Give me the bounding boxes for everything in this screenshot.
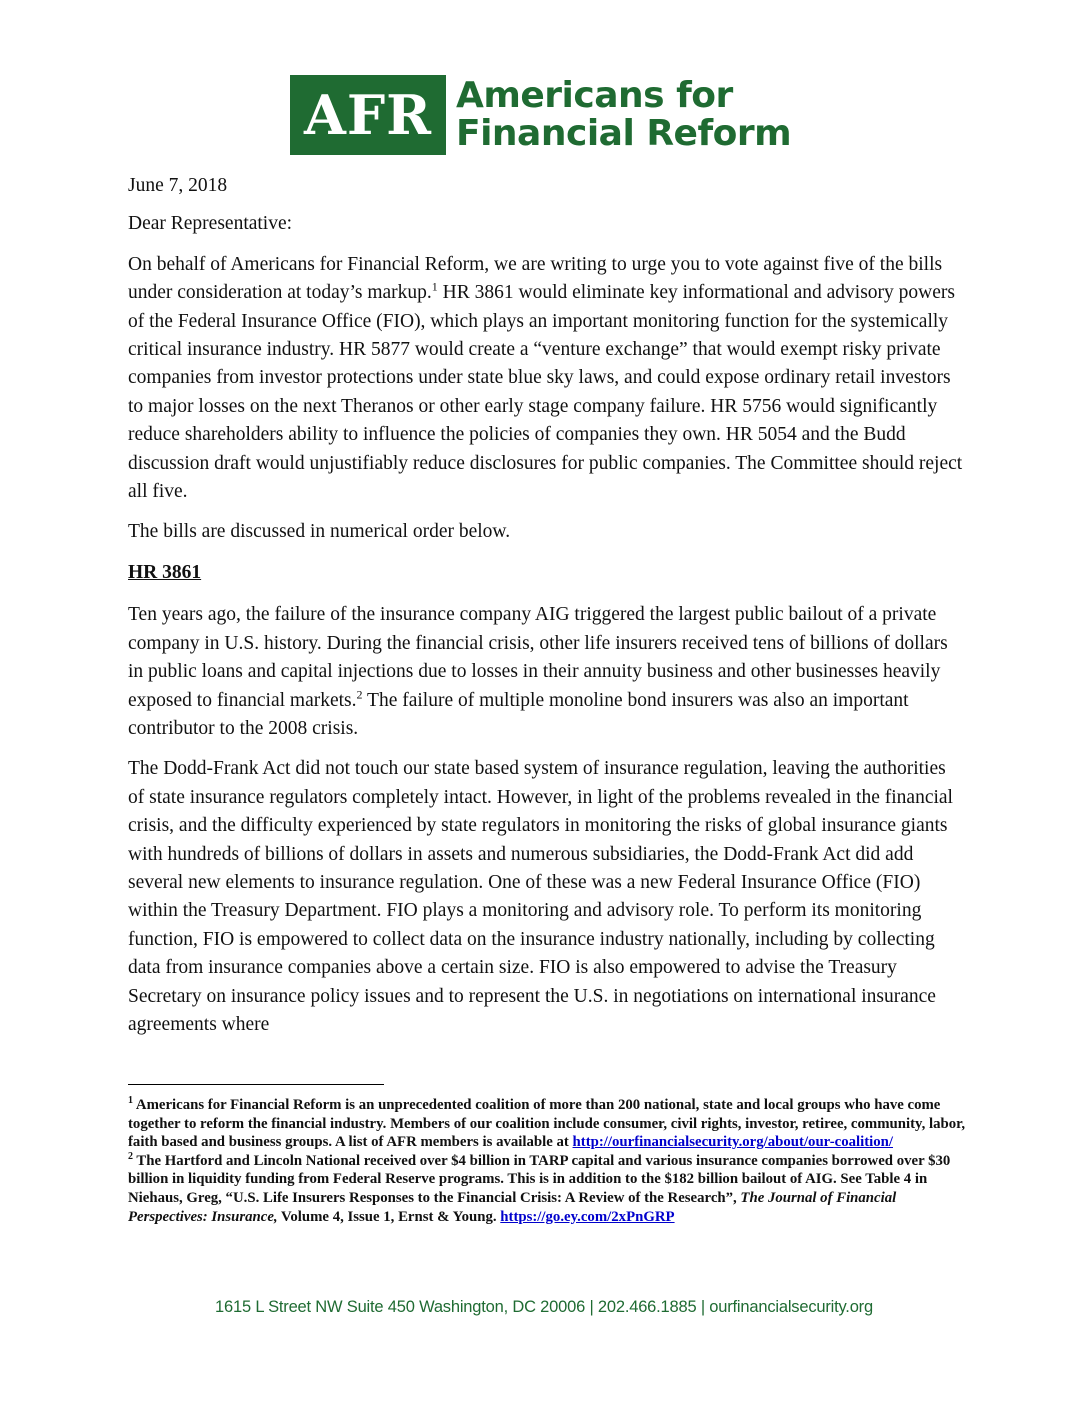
ey-link[interactable]: https://go.ey.com/2xPnGRP [500,1208,675,1225]
logo-line-1: Americans for [456,75,733,116]
footnote-divider [128,1084,384,1085]
aig-text-1: Ten years ago, the failure of the insurance company AIG triggered the largest public bailout of a private company in U.S. history. During the financial crisis, other life insurers received tens of billions of dollars in public loans and capital injections due to losses in their annuity business and other businesses heavily exposed to financial markets. [128,604,948,711]
footnote-2-text-a: The Hartford and Lincoln National received over $4 billion in TARP capital and various insurance companies borrowed over $30 billion in liquidity funding from Federal Reserve programs. This is in addition to the $182 billion bailout of AIG. See Table 4 in Niehaus, Greg, “U.S. Life Insurers Responses to the Financial Crisis: A Review of the Research”, [128,1152,951,1206]
section-heading: HR 3861 [128,561,202,583]
intro-text-1: On behalf of Americans for Financial Reform, we are writing to urge you to vote against five of the bills under consideration at today’s markup. [128,253,943,304]
salutation: Dear Representative: [128,213,293,235]
logo-wordmark [456,77,791,153]
footnote-ref-2[interactable]: 2 [356,687,363,701]
dodd-frank-paragraph: The Dodd-Frank Act did not touch our state based system of insurance regulation, leaving the authorities of state insurance regulators completely intact. However, in light of the problems revealed in the financial crisis, and the difficulty experienced by state regulators in monitoring the risks of global insurance giants with hundreds of billions of dollars in assets and numerous subsidiaries, the Dodd-Frank Act did add several new elements to insurance regulation. One of these was a new Federal Insurance Office (FIO) within the Treasury Department. FIO plays a monitoring and advisory role. To perform its monitoring function, FIO is empowered to collect data on the insurance industry nationally, including by collecting data from insurance companies above a certain size. FIO is also empowered to advise the Treasury Secretary on insurance policy issues and to represent the U.S. in negotiations on international insurance agreements where [128,758,953,1035]
footnote-1-number: 1 [128,1095,133,1107]
logo-abbr: AFR [290,75,446,155]
footnote-1-text: Americans for Financial Reform is an unprecedented coalition of more than 200 national, state and local groups who have come together to reform the financial industry. Members of our coalition include consumer, civil rights, investor, retiree, community, labor, faith based and business groups. A list of AFR members is available at [128,1097,966,1151]
aig-paragraph [128,601,964,743]
footnote-2-text-b: Volume 4, Issue 1, Ernst & Young. [277,1208,501,1225]
letter-date: June 7, 2018 [128,175,228,196]
afr-logo [290,75,791,155]
page-footer: 1615 L Street NW Suite 450 Washington, DC 20006 | 202.466.1885 | ourfinancialsecurity.org [215,1298,873,1316]
coalition-link[interactable]: http://ourfinancialsecurity.org/about/our-coalition/ [572,1134,893,1151]
aig-text-2: The failure of multiple monoline bond insurers was also an important contributor to the 2008 crisis. [128,689,909,739]
intro-paragraph [128,251,964,507]
footnote-2 [128,1152,968,1226]
footnote-ref-1[interactable]: 1 [431,279,438,294]
journal-title: The Journal of Financial Perspectives: Insurance, [128,1189,897,1225]
intro-text-2: HR 3861 would eliminate key informational and advisory powers of the Federal Insurance Office (FIO), which plays an important monitoring function for the systemically critical insurance industry. HR 5877 would create a “venture exchange” that would exempt risky private companies from investor protections under state blue sky laws, and could expose ordinary retail investors to major losses on the next Theranos or other early stage company failure. HR 5756 would significantly reduce shareholders ability to influence the policies of companies they own. HR 5054 and the Budd discussion draft would unjustifiably reduce disclosures for public companies. The Committee should reject all five. [128,282,963,503]
footnote-2-number: 2 [128,1150,133,1162]
footnotes [128,1096,968,1226]
order-note: The bills are discussed in numerical order below. [128,521,511,543]
footnote-1 [128,1096,968,1152]
logo-line-2: Financial Reform [456,113,792,154]
letter-body [128,172,964,1051]
